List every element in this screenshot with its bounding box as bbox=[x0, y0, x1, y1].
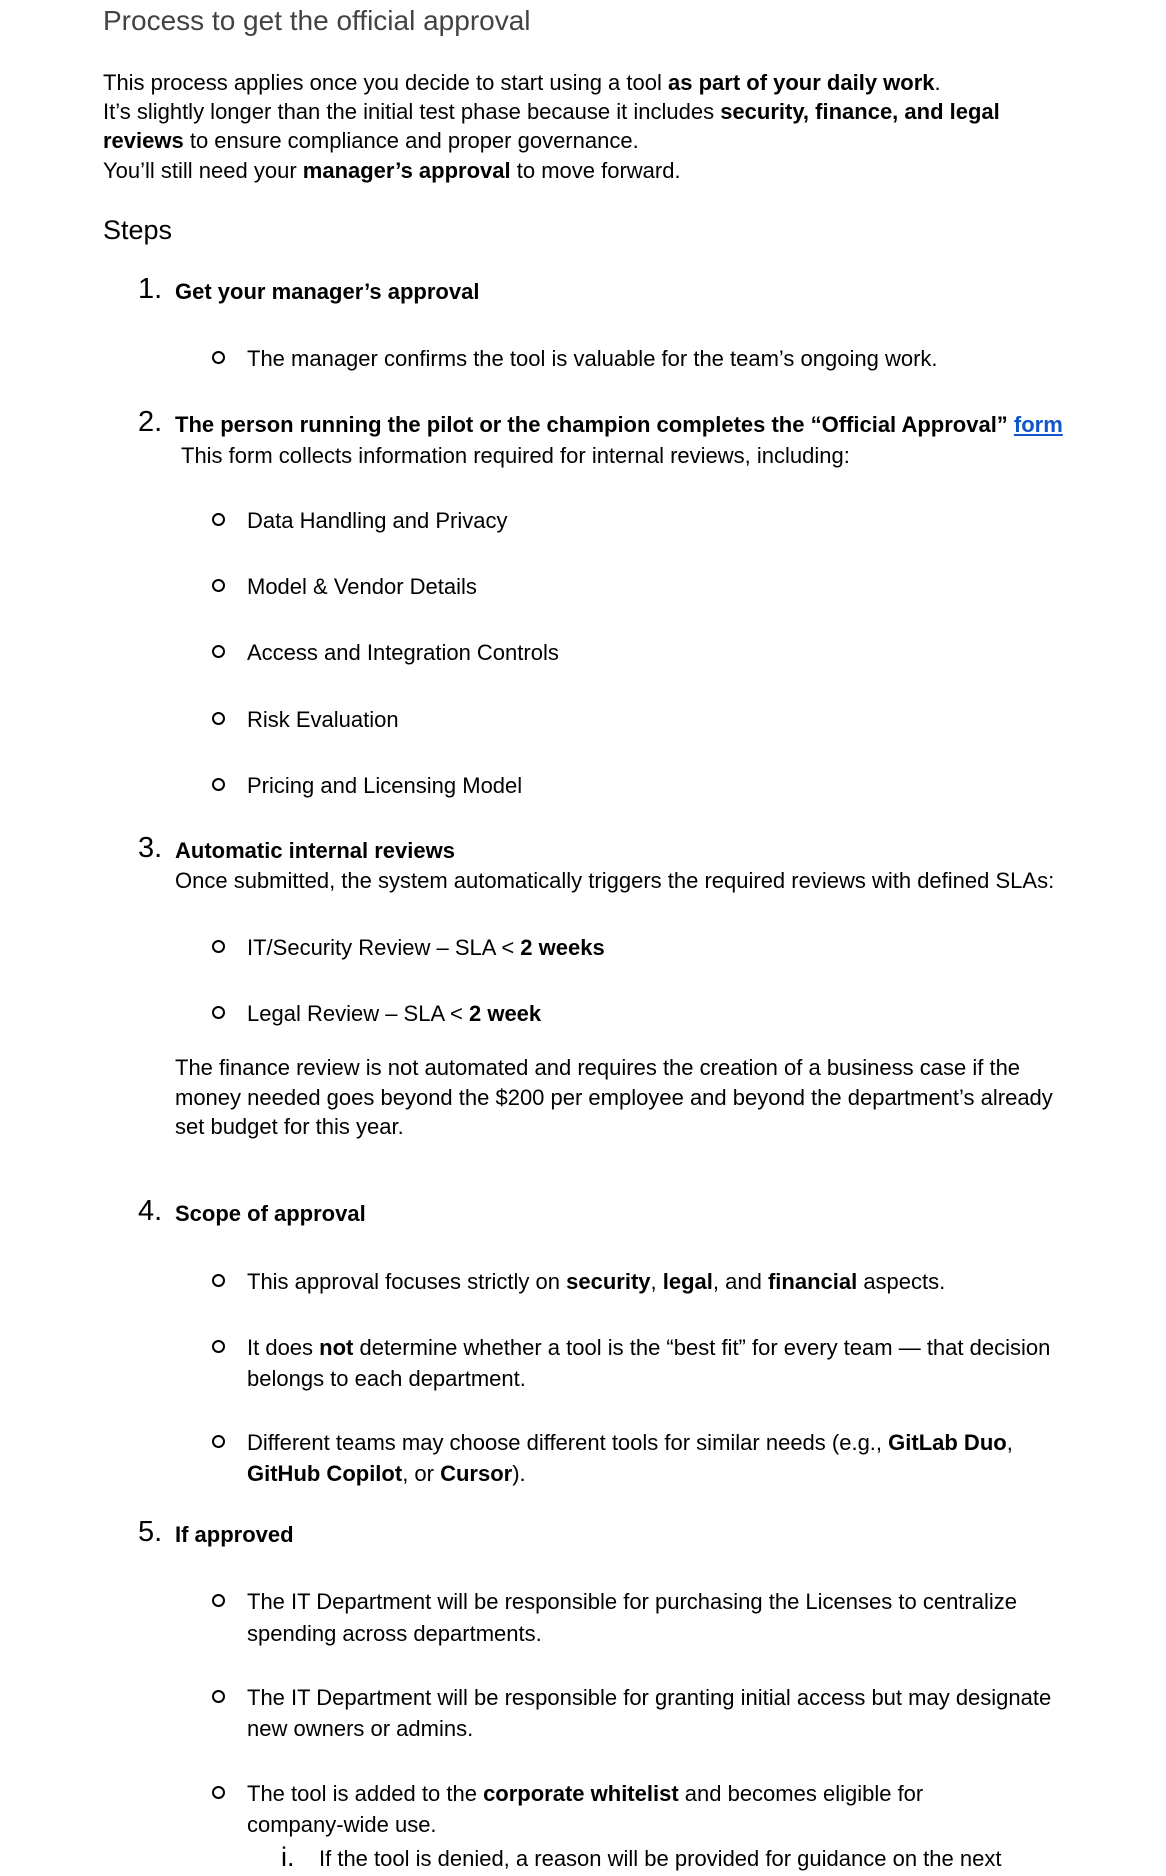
list-item-text: , bbox=[1006, 1430, 1013, 1455]
list-item bbox=[247, 1332, 1050, 1363]
step-title: Automatic internal reviews bbox=[175, 838, 455, 863]
tool-name: GitHub Copilot bbox=[247, 1461, 403, 1486]
list-item: The IT Department will be responsible for purchasing the Licenses to centralize bbox=[247, 1589, 1017, 1614]
tool-name: Cursor bbox=[440, 1461, 513, 1486]
list-item: Data Handling and Privacy bbox=[247, 508, 508, 533]
list-item-emphasis: legal bbox=[662, 1269, 713, 1294]
list-item-emphasis: corporate whitelist bbox=[483, 1781, 679, 1806]
step-title-text: The person running the pilot or the champion completes the “Official Approval” bbox=[175, 412, 1014, 437]
step-title bbox=[175, 410, 1063, 439]
bullet-circle-icon bbox=[212, 1594, 225, 1607]
step-title: Get your manager’s approval bbox=[175, 279, 480, 304]
bullet-circle-icon bbox=[212, 1690, 225, 1703]
bullet-circle-icon bbox=[212, 712, 225, 725]
finance-note-line: set budget for this year. bbox=[175, 1114, 404, 1139]
list-item-text: , and bbox=[712, 1269, 768, 1294]
bullet-circle-icon bbox=[212, 1006, 225, 1019]
step-number: 5. bbox=[138, 1516, 163, 1548]
list-item bbox=[247, 998, 541, 1029]
step-title: Scope of approval bbox=[175, 1201, 366, 1226]
list-item bbox=[247, 1427, 1013, 1458]
intro-text: . bbox=[934, 70, 941, 95]
list-item-text: The tool is added to the bbox=[247, 1781, 484, 1806]
list-item-text: IT/Security Review – SLA < bbox=[247, 935, 521, 960]
list-item-text: determine whether a tool is the “best fit” for every team — that decision bbox=[353, 1335, 1051, 1360]
step-number: 2. bbox=[138, 406, 163, 438]
list-item-continuation: spending across departments. bbox=[247, 1621, 542, 1646]
intro-text: It’s slightly longer than the initial test phase because it includes bbox=[103, 99, 721, 124]
bullet-circle-icon bbox=[212, 1435, 225, 1448]
list-item-text: , or bbox=[402, 1461, 441, 1486]
intro-text: You’ll still need your bbox=[103, 158, 303, 183]
list-item-emphasis: security bbox=[566, 1269, 651, 1294]
step-description: This form collects information required for internal reviews, including: bbox=[181, 443, 850, 468]
list-item: Access and Integration Controls bbox=[247, 640, 559, 665]
list-item-text: ). bbox=[512, 1461, 526, 1486]
intro-emphasis: as part of your daily work bbox=[668, 70, 935, 95]
list-item-emphasis: not bbox=[319, 1335, 354, 1360]
intro-emphasis: manager’s approval bbox=[302, 158, 511, 183]
bullet-circle-icon bbox=[212, 1786, 225, 1799]
bullet-circle-icon bbox=[212, 645, 225, 658]
bullet-circle-icon bbox=[212, 940, 225, 953]
bullet-circle-icon bbox=[212, 579, 225, 592]
list-item: The manager confirms the tool is valuable for the team’s ongoing work. bbox=[247, 346, 938, 371]
bullet-circle-icon bbox=[212, 1340, 225, 1353]
step-number: 3. bbox=[138, 832, 163, 864]
list-item: The IT Department will be responsible for granting initial access but may designate bbox=[247, 1685, 1052, 1710]
step-number: 4. bbox=[138, 1195, 163, 1227]
list-item: Pricing and Licensing Model bbox=[247, 773, 523, 798]
list-item-text: This approval focuses strictly on bbox=[247, 1269, 567, 1294]
form-link[interactable]: form bbox=[1013, 412, 1063, 437]
list-item-text: and becomes eligible for bbox=[678, 1781, 924, 1806]
list-item-emphasis: financial bbox=[767, 1269, 858, 1294]
intro-emphasis: reviews bbox=[103, 128, 184, 153]
list-item bbox=[247, 1266, 945, 1297]
intro-line-4 bbox=[103, 156, 681, 185]
bullet-circle-icon bbox=[212, 778, 225, 791]
step-description: Once submitted, the system automatically triggers the required reviews with defined SLAs: bbox=[175, 868, 1055, 893]
list-item-text: Legal Review – SLA < bbox=[247, 1001, 469, 1026]
intro-line-1 bbox=[103, 68, 941, 97]
list-item-continuation bbox=[247, 1458, 526, 1489]
intro-line-2 bbox=[103, 97, 1000, 126]
tool-name: GitLab Duo bbox=[888, 1430, 1007, 1455]
intro-line-3 bbox=[103, 126, 639, 155]
step-number: 1. bbox=[138, 273, 163, 305]
list-item: Model & Vendor Details bbox=[247, 574, 477, 599]
intro-text: to move forward. bbox=[510, 158, 681, 183]
page-title: Process to get the official approval bbox=[103, 5, 531, 36]
sub-list-number: i. bbox=[281, 1842, 295, 1872]
list-item-continuation: new owners or admins. bbox=[247, 1716, 474, 1741]
bullet-circle-icon bbox=[212, 1274, 225, 1287]
bullet-circle-icon bbox=[212, 351, 225, 364]
list-item-text: aspects. bbox=[857, 1269, 946, 1294]
list-item-continuation: company-wide use. bbox=[247, 1812, 437, 1837]
steps-heading: Steps bbox=[103, 215, 173, 245]
list-item-text: Different teams may choose different tools for similar needs (e.g., bbox=[247, 1430, 889, 1455]
list-item bbox=[247, 932, 605, 963]
list-item-text: , bbox=[650, 1269, 663, 1294]
list-item-text: It does bbox=[247, 1335, 320, 1360]
list-item: Risk Evaluation bbox=[247, 707, 399, 732]
finance-note-line: money needed goes beyond the $200 per employee and beyond the department’s already bbox=[175, 1085, 1053, 1110]
list-item-continuation: belongs to each department. bbox=[247, 1366, 526, 1391]
sla-value: 2 weeks bbox=[520, 935, 605, 960]
intro-text: to ensure compliance and proper governance. bbox=[183, 128, 639, 153]
intro-text: This process applies once you decide to start using a tool bbox=[103, 70, 668, 95]
sla-value: 2 week bbox=[468, 1001, 542, 1026]
finance-note-line: The finance review is not automated and requires the creation of a business case if the bbox=[175, 1055, 1021, 1080]
sub-list-item: If the tool is denied, a reason will be provided for guidance on the next bbox=[319, 1846, 1002, 1871]
intro-emphasis: security, finance, and legal bbox=[720, 99, 1000, 124]
list-item bbox=[247, 1778, 923, 1809]
bullet-circle-icon bbox=[212, 513, 225, 526]
step-title: If approved bbox=[175, 1522, 294, 1547]
